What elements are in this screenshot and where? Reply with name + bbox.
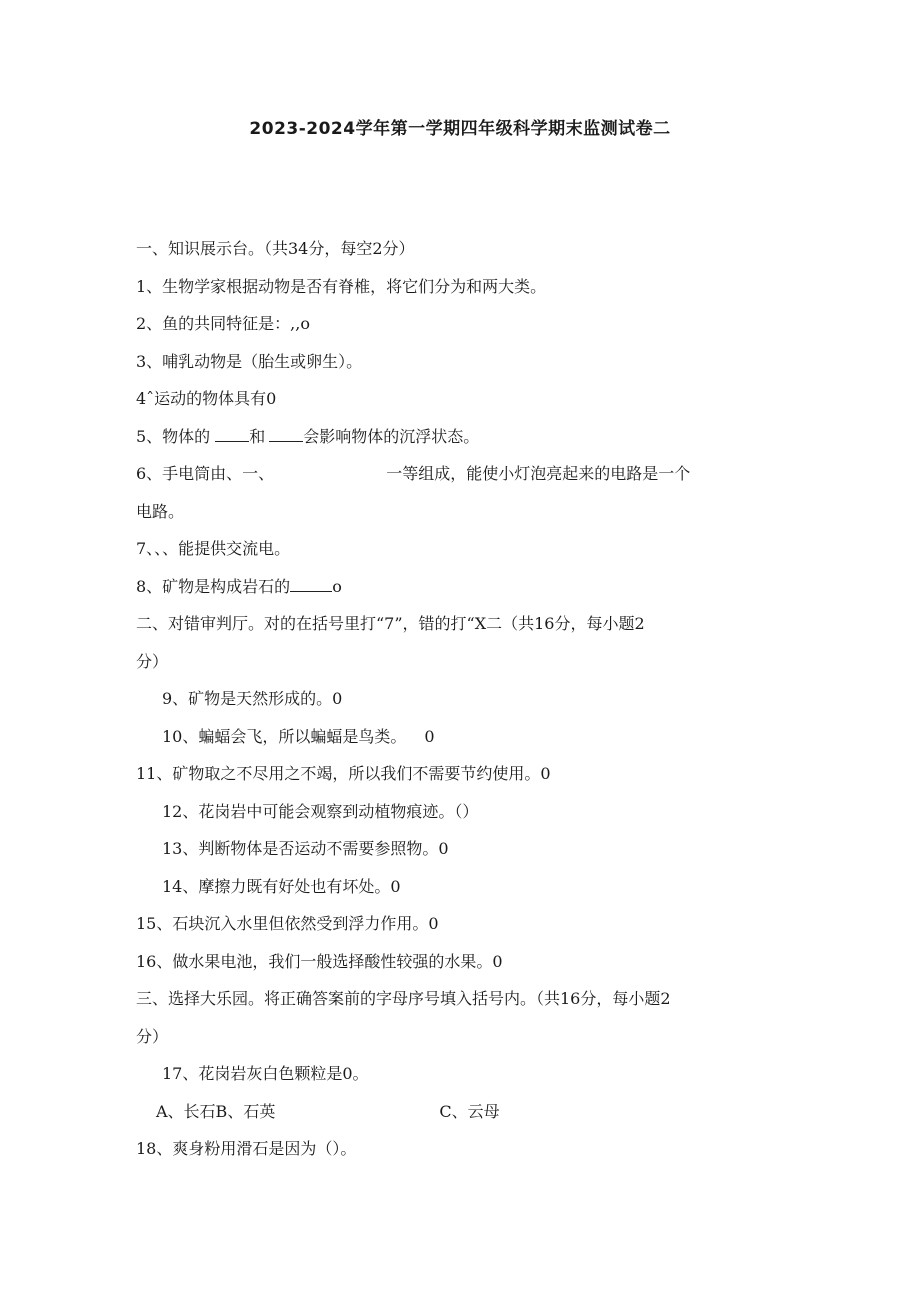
question-5	[136, 418, 786, 456]
question-6-continued: 电路。	[136, 501, 185, 521]
question-6-part-a: 6、手电筒由、一、	[136, 464, 275, 483]
section-2-heading: 二、对错审判厅。对的在括号里打“7”，错的打“X二（共16分，每小题2	[136, 614, 645, 633]
section-1-heading: 一、知识展示台。（共34分，每空2分）	[136, 239, 415, 258]
question-6-part-b: 一等组成，能使小灯泡亮起来的电路是一个	[386, 464, 691, 483]
question-8-part-b: o	[332, 576, 342, 596]
question-11: 11、矿物取之不尽用之不竭，所以我们不需要节约使用。0	[136, 764, 551, 783]
question-6	[136, 455, 786, 493]
exam-content	[136, 230, 786, 1168]
question-14: 14、摩擦力既有好处也有坏处。0	[162, 876, 401, 896]
answer-blank	[290, 575, 332, 592]
question-17: 17、花岗岩灰白色颗粒是0。	[162, 1064, 369, 1083]
question-1: 1、生物学家根据动物是否有脊椎，将它们分为和两大类。	[136, 276, 547, 296]
answer-blank	[215, 425, 249, 442]
question-9: 9、矿物是天然形成的。0	[162, 689, 343, 708]
question-10-answer: 0	[424, 726, 435, 746]
question-3: 3、哺乳动物是（胎生或卵生）。	[136, 351, 363, 371]
section-3-heading: 三、选择大乐园。将正确答案前的字母序号填入括号内。（共16分，每小题2	[136, 989, 671, 1008]
question-13: 13、判断物体是否运动不需要参照物。0	[162, 839, 449, 858]
question-7: 7、、、能提供交流电。	[136, 539, 291, 558]
section-2-heading-continued: 分）	[136, 651, 169, 671]
answer-blank	[269, 425, 303, 442]
question-15: 15、石块沉入水里但依然受到浮力作用。0	[136, 914, 439, 933]
question-2: 2、鱼的共同特征是：,,o	[136, 314, 310, 333]
section-3-heading-continued: 分）	[136, 1026, 169, 1046]
question-4: 4ˆ运动的物体具有0	[136, 389, 277, 408]
question-10	[136, 718, 786, 756]
exam-title: 2023-2024学年第一学期四年级科学期末监测试卷二	[249, 119, 671, 139]
question-5-part-a: 5、物体的	[136, 426, 211, 446]
question-8	[136, 568, 786, 606]
question-16: 16、做水果电池，我们一般选择酸性较强的水果。0	[136, 951, 503, 971]
question-12: 12、花岗岩中可能会观察到动植物痕迹。（）	[162, 801, 479, 821]
question-8-part-a: 8、矿物是构成岩石的	[136, 576, 291, 596]
option-a-b: A、长石B、石英	[156, 1101, 276, 1121]
option-c: C、云母	[439, 1101, 500, 1121]
question-5-part-b: 和	[249, 426, 266, 446]
question-10-text: 10、蝙蝠会飞，所以蝙蝠是鸟类。	[162, 726, 407, 746]
question-5-part-c: 会影响物体的沉浮状态。	[303, 426, 480, 446]
question-18: 18、爽身粉用滑石是因为（）。	[136, 1139, 357, 1158]
question-17-options	[136, 1093, 786, 1131]
